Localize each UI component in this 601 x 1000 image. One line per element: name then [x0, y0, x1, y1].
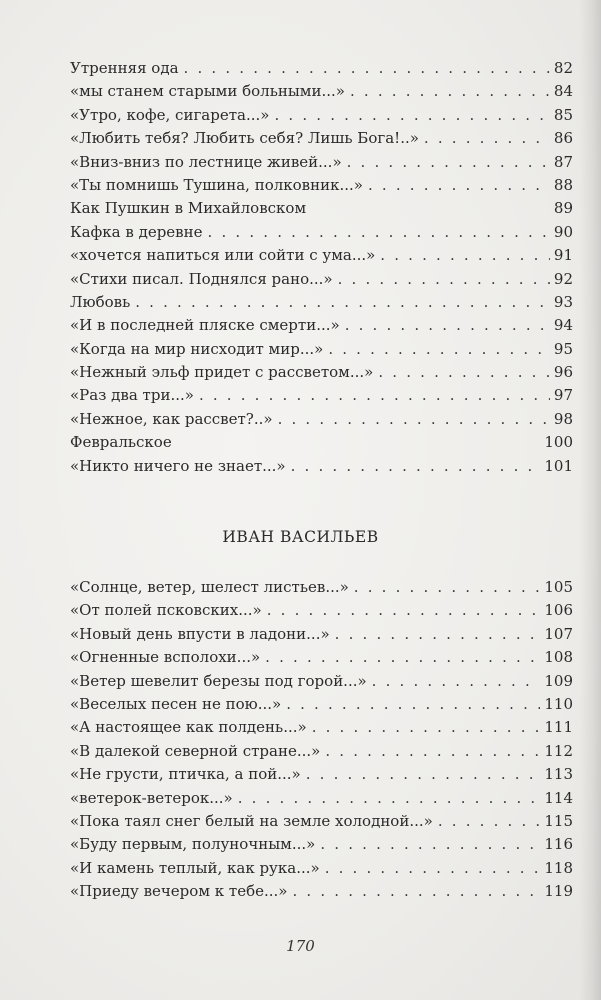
toc-entry-title: «Утро, кофе, сигарета...» [70, 105, 270, 124]
toc-entry-page: 115 [544, 811, 573, 830]
toc-entry [70, 623, 573, 646]
toc-entry-page: 85 [553, 105, 573, 124]
toc-entry-title: «Приеду вечером к тебе...» [70, 882, 288, 901]
toc-entry [70, 455, 573, 478]
toc-entry-leader-dots [372, 670, 541, 693]
toc-entry-leader-dots [325, 857, 541, 880]
toc-entry-leader-dots [238, 787, 541, 810]
toc-entry-page: 108 [544, 648, 573, 667]
toc-entry-page: 94 [553, 316, 573, 335]
toc-entry [70, 599, 573, 622]
toc-entry-leader-dots [424, 127, 550, 150]
toc-entry-page: 87 [553, 152, 573, 171]
toc-entry-page: 90 [553, 222, 573, 241]
toc-entry-title: «мы станем старыми больными...» [70, 82, 345, 101]
toc-entry [70, 716, 573, 739]
toc-entry-title: «хочется напиться или сойти с ума...» [70, 246, 376, 265]
toc-entry-leader-dots [306, 763, 541, 786]
toc-entry-leader-dots [354, 576, 541, 599]
toc-entry [70, 740, 573, 763]
toc-entry-leader-dots [380, 244, 550, 267]
toc-entry-leader-dots [335, 623, 541, 646]
toc-entry-page: 98 [553, 409, 573, 428]
toc-entry-title: «Стихи писал. Поднялся рано...» [70, 269, 333, 288]
toc-entry-leader-dots [350, 80, 550, 103]
toc-entry [70, 670, 573, 693]
toc-entry-title: «Веселых песен не пою...» [70, 694, 282, 713]
toc-entry-title: «Когда на мир нисходит мир...» [70, 339, 324, 358]
toc-entry-leader-dots [135, 291, 550, 314]
toc-entry-page: 107 [544, 624, 573, 643]
toc-entry [70, 174, 573, 197]
toc-entry-title: «А настоящее как полдень...» [70, 718, 307, 737]
toc-entry-page: 93 [553, 292, 573, 311]
toc-entry [70, 244, 573, 267]
toc-entry-leader-dots [274, 104, 549, 127]
toc-entry-leader-dots [278, 408, 550, 431]
toc-entry-leader-dots [208, 221, 550, 244]
toc-entry-title: «Не грусти, птичка, а пой...» [70, 765, 301, 784]
toc-entry-page: 84 [553, 82, 573, 101]
toc-entry [70, 880, 573, 903]
toc-entry-page: 95 [553, 339, 573, 358]
toc-entry-leader-dots [184, 57, 550, 80]
toc-entry [70, 857, 573, 880]
toc-entry-title: «Раз два три...» [70, 386, 194, 405]
toc-entry-page: 97 [553, 386, 573, 405]
table-of-contents-part-2 [70, 576, 573, 903]
toc-entry-title: «И в последней пляске смерти...» [70, 316, 340, 335]
toc-entry [70, 268, 573, 291]
section-heading: ИВАН ВАСИЛЬЕВ [222, 528, 379, 546]
toc-entry-leader-dots [438, 810, 541, 833]
toc-entry-page: 116 [544, 835, 573, 854]
toc-entry-title: «Нежное, как рассвет?..» [70, 409, 273, 428]
toc-entry-leader-dots [199, 384, 550, 407]
toc-entry-title: «Новый день впусти в ладони...» [70, 624, 330, 643]
toc-entry-leader-dots [325, 740, 540, 763]
toc-entry-title: «Буду первым, полуночным...» [70, 835, 316, 854]
toc-entry-page: 92 [553, 269, 573, 288]
toc-entry [70, 763, 573, 786]
toc-entry-leader-dots [291, 455, 541, 478]
toc-entry-leader-dots [328, 338, 550, 361]
toc-entry [70, 787, 573, 810]
toc-entry [70, 576, 573, 599]
toc-entry-page: 96 [553, 363, 573, 382]
toc-entry-page: 101 [544, 456, 573, 475]
table-of-contents-part-1 [70, 57, 573, 478]
toc-entry [70, 104, 573, 127]
toc-entry-title: Любовь [70, 292, 131, 311]
toc-entry-page: 106 [544, 601, 573, 620]
toc-entry-leader-dots [286, 693, 540, 716]
toc-entry-page: 91 [553, 246, 573, 265]
toc-entry-leader-dots [338, 268, 550, 291]
toc-entry-page: 100 [544, 433, 573, 452]
toc-entry-page: 110 [544, 694, 573, 713]
toc-entry-title: «Вниз-вниз по лестнице живей...» [70, 152, 342, 171]
toc-entry [70, 693, 573, 716]
toc-entry-title: «От полей псковских...» [70, 601, 262, 620]
toc-entry-page: 118 [544, 858, 573, 877]
toc-entry [70, 57, 573, 80]
toc-entry-leader-dots [312, 716, 541, 739]
toc-entry [70, 833, 573, 856]
toc-entry-page: 112 [544, 741, 573, 760]
toc-entry-title: «И камень теплый, как рука...» [70, 858, 320, 877]
toc-entry-page: 111 [544, 718, 573, 737]
toc-entry-page: 86 [553, 129, 573, 148]
toc-entry [70, 361, 573, 384]
toc-entry-title: «Никто ничего не знает...» [70, 456, 286, 475]
toc-entry-title: «Ты помнишь Тушина, полковник...» [70, 175, 363, 194]
toc-entry-leader-dots [345, 314, 550, 337]
toc-entry-page: 114 [544, 788, 573, 807]
toc-entry-title: «Пока таял снег белый на земле холодной...» [70, 811, 433, 830]
toc-entry-page: 105 [544, 578, 573, 596]
spine-shadow [579, 0, 601, 1000]
toc-entry [70, 291, 573, 314]
toc-entry-leader-dots [320, 833, 540, 856]
toc-entry [70, 431, 573, 454]
toc-entry-leader-dots [368, 174, 550, 197]
toc-entry [70, 408, 573, 431]
toc-entry-leader-dots [267, 599, 541, 622]
toc-entry-leader-dots [292, 880, 540, 903]
toc-entry-title: Утренняя ода [70, 59, 179, 77]
toc-entry-title: Февральское [70, 433, 172, 452]
toc-entry-title: «Солнце, ветер, шелест листьев...» [70, 578, 349, 596]
toc-entry [70, 338, 573, 361]
toc-entry [70, 221, 573, 244]
toc-entry [70, 127, 573, 150]
toc-entry-title: «Нежный эльф придет с рассветом...» [70, 363, 374, 382]
toc-entry [70, 646, 573, 669]
toc-entry [70, 314, 573, 337]
toc-entry-page: 113 [544, 765, 573, 784]
toc-entry-title: Кафка в деревне [70, 222, 203, 241]
toc-entry-leader-dots [265, 646, 540, 669]
toc-entry-page: 119 [544, 882, 573, 901]
toc-entry-title: «ветерок-ветерок...» [70, 788, 233, 807]
toc-entry-leader-dots [378, 361, 550, 384]
toc-entry-page: 89 [553, 199, 573, 218]
toc-entry [70, 80, 573, 103]
toc-entry-title: «Любить тебя? Любить себя? Лишь Бога!..» [70, 129, 419, 148]
toc-entry-leader-dots [347, 151, 550, 174]
toc-entry-page: 88 [553, 175, 573, 194]
toc-entry-title: Как Пушкин в Михайловском [70, 199, 307, 218]
toc-entry [70, 151, 573, 174]
page-number: 170 [286, 937, 315, 955]
toc-entry [70, 197, 573, 220]
toc-entry [70, 384, 573, 407]
toc-entry-page: 109 [544, 671, 573, 690]
toc-entry-title: «Огненные всполохи...» [70, 648, 261, 667]
toc-entry-page: 82 [553, 59, 573, 77]
toc-entry [70, 810, 573, 833]
toc-entry-title: «Ветер шевелит березы под горой...» [70, 671, 367, 690]
toc-entry-title: «В далекой северной стране...» [70, 741, 321, 760]
